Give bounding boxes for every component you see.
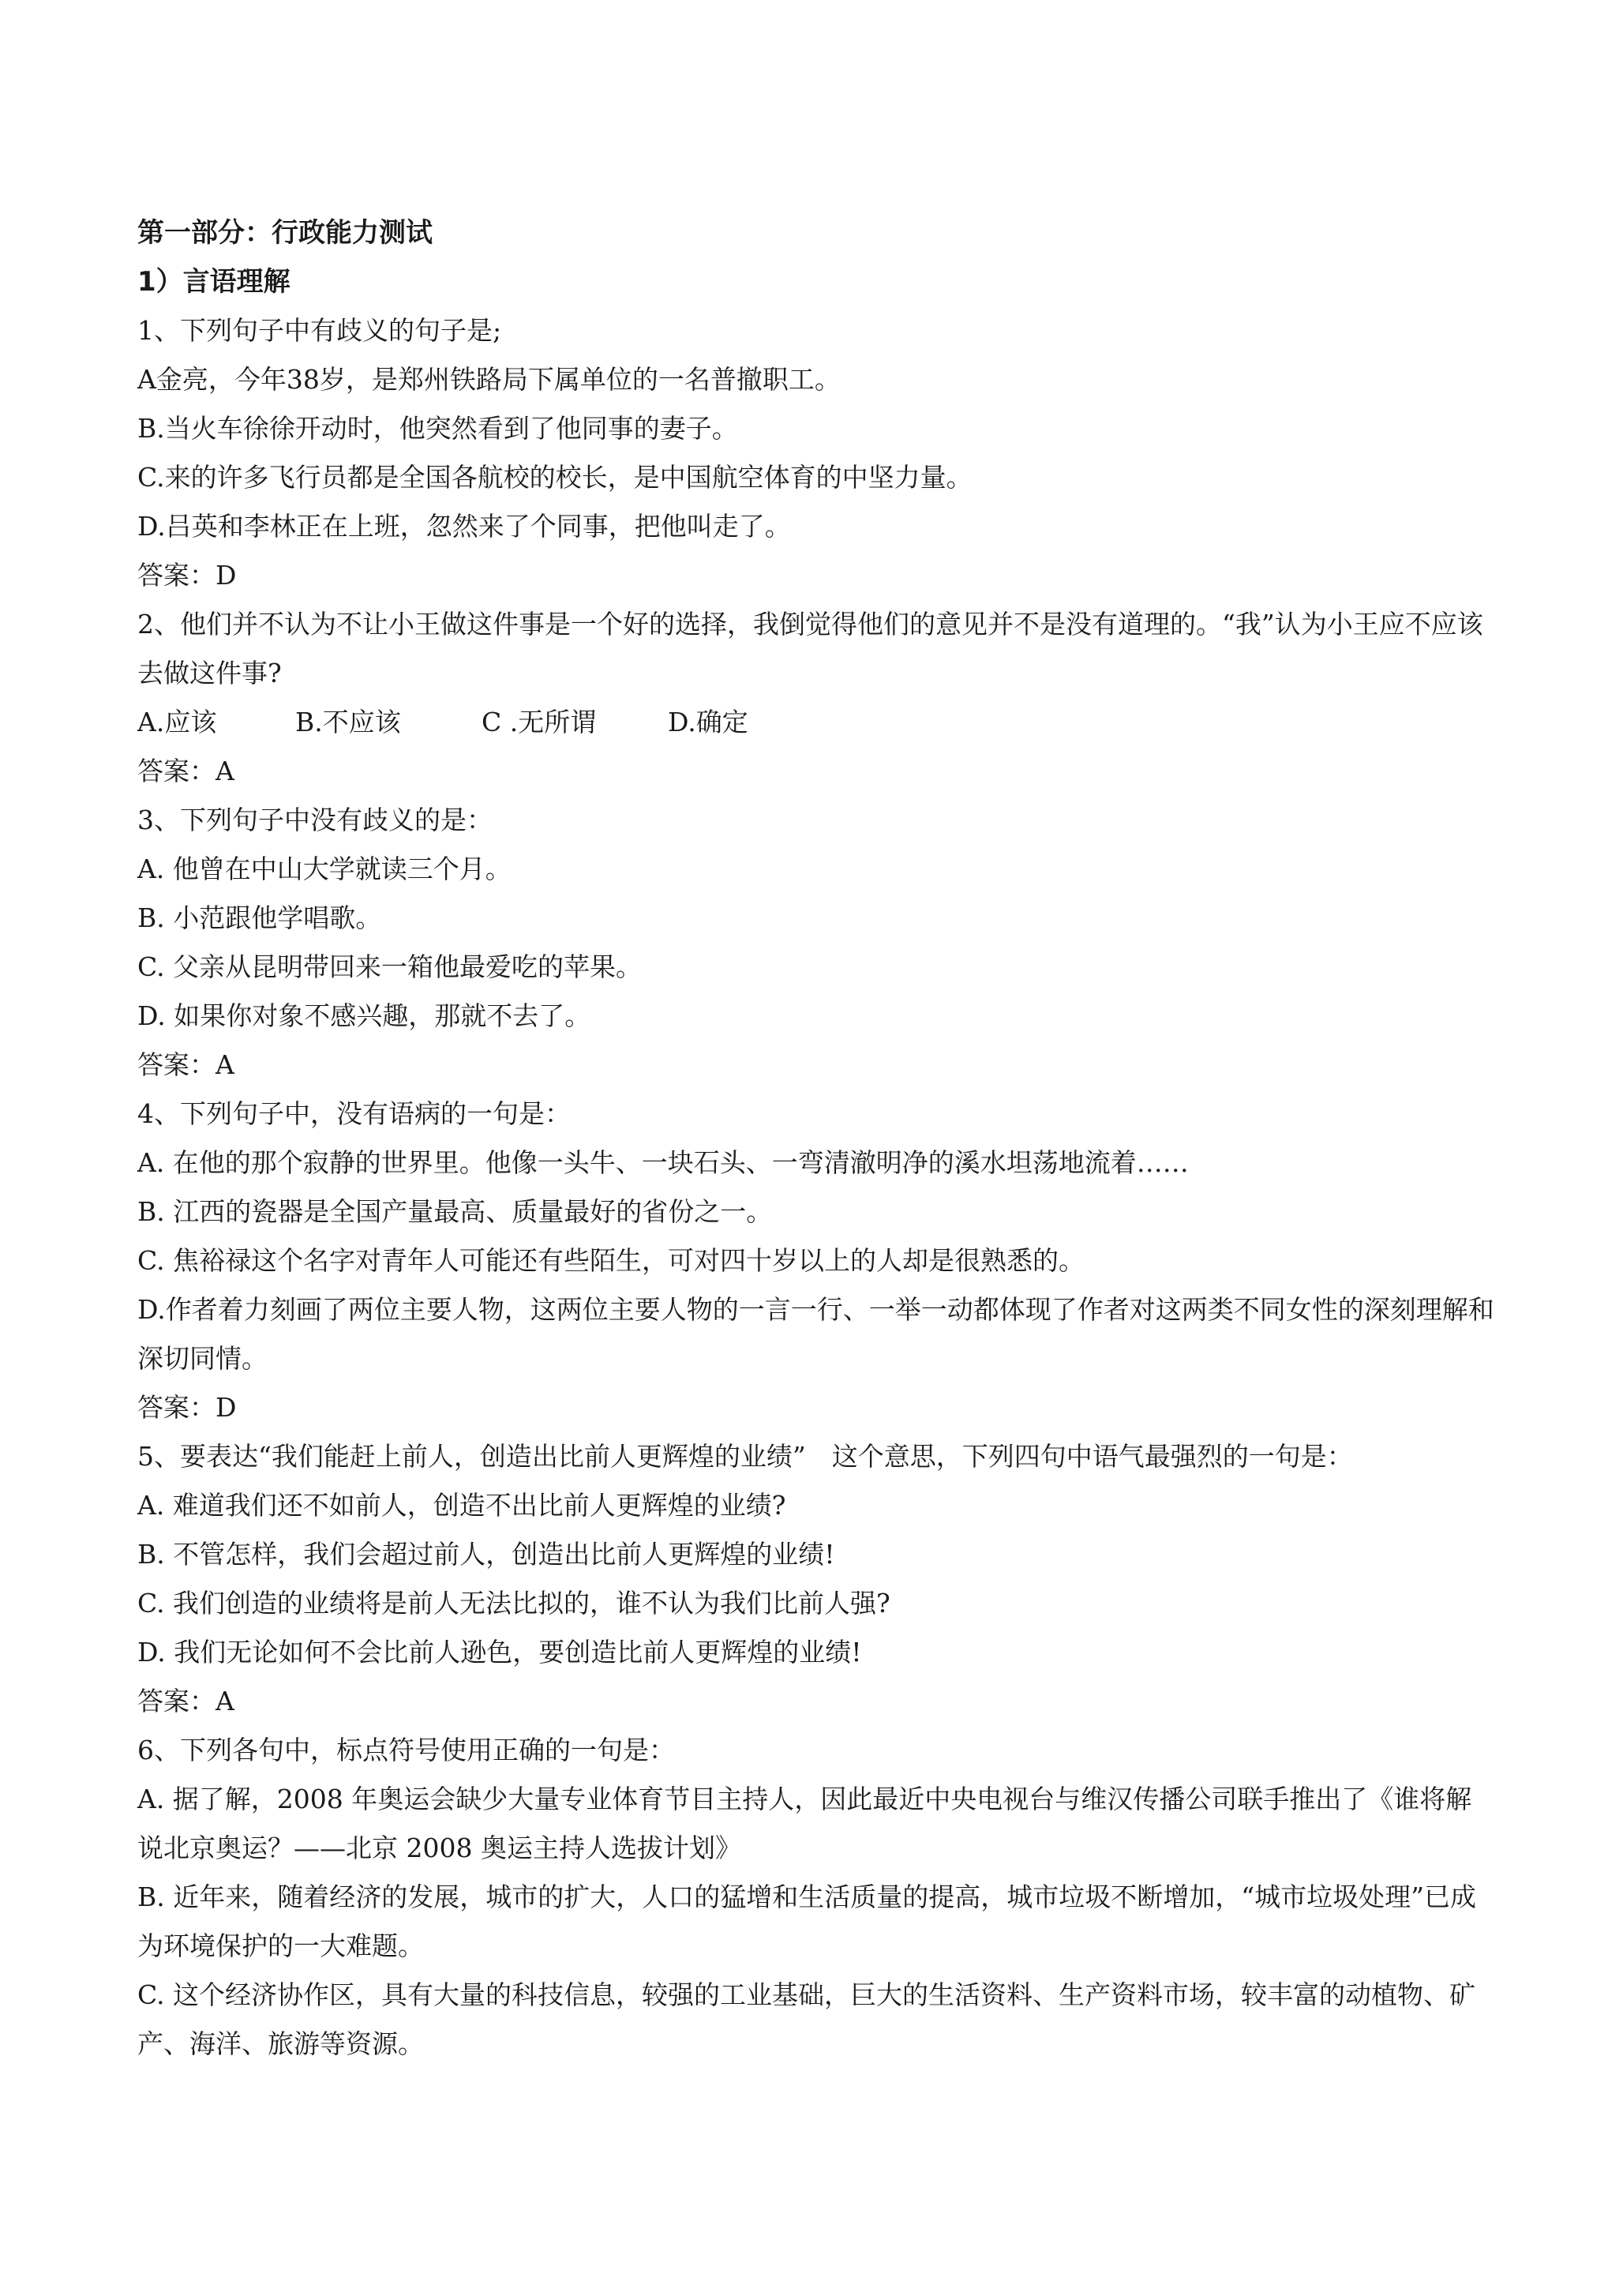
question-6-option-c: C. 这个经济协作区，具有大量的科技信息，较强的工业基础，巨大的生活资料、生产资料市场，较丰富的动植物、矿产、海洋、旅游等资源。	[137, 1979, 1476, 2059]
question-4-option-c: C. 焦裕禄这个名字对青年人可能还有些陌生，可对四十岁以上的人却是很熟悉的。	[137, 1245, 1085, 1276]
question-1-answer: 答案：D	[137, 560, 237, 591]
question-4-option-a: A. 在他的那个寂静的世界里。他像一头牛、一块石头、一弯清澈明净的溪水坦荡地流着……	[137, 1147, 1189, 1178]
question-6-option-b: B. 近年来，随着经济的发展，城市的扩大，人口的猛增和生活质量的提高，城市垃圾不断增加，“城市垃圾处理”已成为环境保护的一大难题。	[137, 1881, 1476, 1961]
question-6-stem: 6、下列各句中，标点符号使用正确的一句是：	[137, 1735, 675, 1765]
question-5-option-a: A. 难道我们还不如前人，创造不出比前人更辉煌的业绩?	[137, 1490, 786, 1521]
question-1-stem: 1、下列句子中有歧义的句子是;	[137, 315, 502, 346]
question-5-option-d: D. 我们无论如何不会比前人逊色，要创造比前人更辉煌的业绩!	[137, 1637, 862, 1668]
question-1-option-b: B.当火车徐徐开动时，他突然看到了他同事的妻子。	[137, 413, 738, 444]
question-1-option-d: D.吕英和李林正在上班，忽然来了个同事，把他叫走了。	[137, 511, 791, 542]
question-2-stem: 2、他们并不认为不让小王做这件事是一个好的选择，我倒觉得他们的意见并不是没有道理的。“我”认为小王应不应该去做这件事?	[137, 609, 1483, 688]
question-3-stem: 3、下列句子中没有歧义的是：	[137, 805, 493, 835]
question-3-option-a: A. 他曾在中山大学就读三个月。	[137, 853, 512, 884]
question-3-option-d: D. 如果你对象不感兴趣，那就不去了。	[137, 1000, 591, 1031]
question-5-option-b: B. 不管怎样，我们会超过前人，创造出比前人更辉煌的业绩!	[137, 1539, 835, 1570]
question-4-option-d: D.作者着力刻画了两位主要人物，这两位主要人物的一言一行、一举一动都体现了作者对这两类不同女性的深刻理解和深切同情。	[137, 1294, 1494, 1374]
question-2-option-a: A.应该	[137, 707, 217, 737]
question-2-option-b: B.不应该	[295, 707, 401, 737]
question-2-options	[137, 698, 1495, 747]
section-title: 第一部分：行政能力测试	[137, 217, 433, 249]
question-3-option-c: C. 父亲从昆明带回来一箱他最爱吃的苹果。	[137, 951, 643, 982]
question-1-option-a: A金亮，今年38岁，是郑州铁路局下属单位的一名普撤职工。	[137, 364, 841, 395]
question-3-answer: 答案：A	[137, 1049, 234, 1080]
question-2-answer: 答案：A	[137, 756, 234, 786]
question-5-option-c: C. 我们创造的业绩将是前人无法比拟的，谁不认为我们比前人强?	[137, 1588, 890, 1619]
question-1-option-c: C.来的许多飞行员都是全国各航校的校长，是中国航空体育的中坚力量。	[137, 462, 973, 493]
question-4-option-b: B. 江西的瓷器是全国产量最高、质量最好的省份之一。	[137, 1196, 773, 1227]
question-2-option-d: D.确定	[668, 707, 748, 737]
question-6-option-a: A. 据了解，2008 年奥运会缺少大量专业体育节目主持人，因此最近中央电视台与维汉传播公司联手推出了《谁将解说北京奥运？——北京 2008 奥运主持人选拔计划》	[137, 1784, 1472, 1863]
question-3-option-b: B. 小范跟他学唱歌。	[137, 902, 382, 933]
document-body	[137, 208, 1495, 2069]
subsection-title: 1）言语理解	[137, 266, 290, 298]
question-5-stem: 5、要表达“我们能赶上前人，创造出比前人更辉煌的业绩” 这个意思，下列四句中语气最强烈的一句是：	[137, 1441, 1353, 1472]
question-4-stem: 4、下列句子中，没有语病的一句是：	[137, 1098, 571, 1129]
question-2-option-c: C .无所谓	[482, 707, 597, 737]
question-5-answer: 答案：A	[137, 1686, 234, 1716]
question-4-answer: 答案：D	[137, 1392, 237, 1423]
